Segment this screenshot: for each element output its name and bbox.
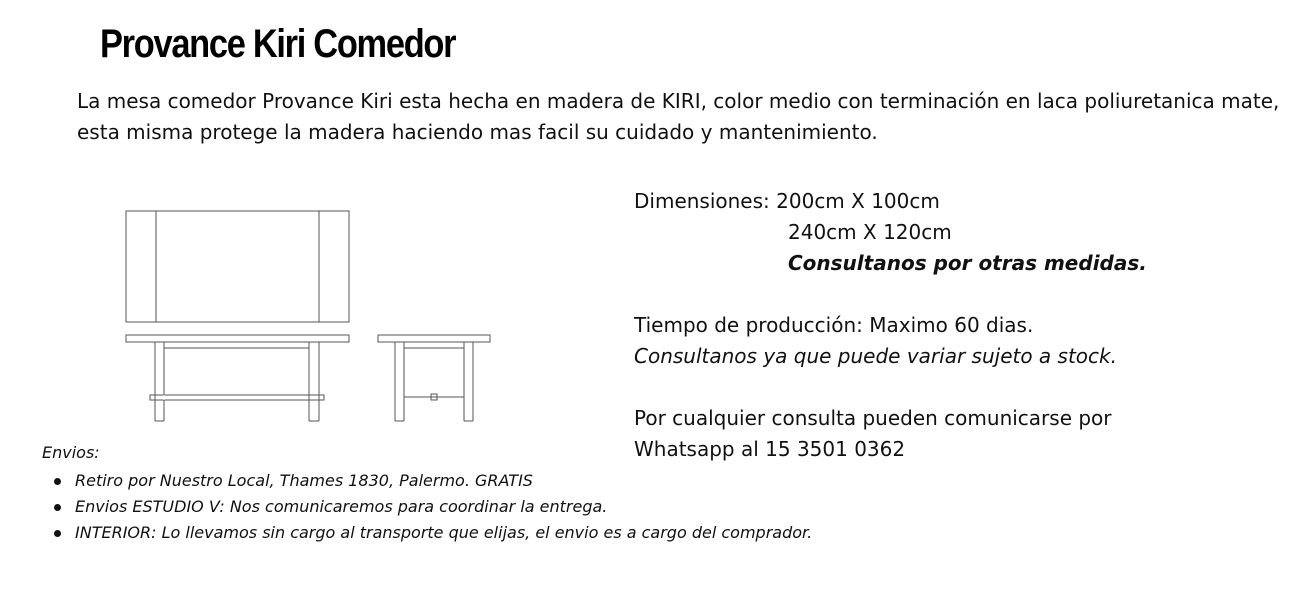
dimensions-label: Dimensiones: [634, 189, 770, 213]
table-side-view [378, 335, 490, 421]
production-note: Consultanos ya que puede variar sujeto a stock. [634, 344, 1117, 368]
product-description: La mesa comedor Provance Kiri esta hecha en madera de KIRI, color medio con terminación en laca poliuretanica mate, esta misma protege la madera haciendo mas facil su cuidado y mantenimiento. [77, 89, 1280, 144]
dimension-option: 240cm X 120cm [788, 220, 952, 244]
dimensions-note: Consultanos por otras medidas. [788, 251, 1147, 275]
contact-whatsapp: Whatsapp al 15 3501 0362 [634, 437, 906, 461]
shipping-item-studio: Envios ESTUDIO V: Nos comunicaremos para coordinar la entrega. [75, 494, 812, 520]
production-time: Tiempo de producción: Maximo 60 dias. [634, 313, 1034, 337]
table-top-view [126, 211, 349, 322]
shipping-item-pickup: Retiro por Nuestro Local, Thames 1830, Palermo. GRATIS [75, 468, 812, 494]
shipping-item-interior: INTERIOR: Lo llevamos sin cargo al transporte que elijas, el envio es a cargo del comprador. [75, 520, 812, 546]
table-front-view [126, 335, 349, 421]
shipping-section [42, 442, 812, 546]
page-title: Provance Kiri Comedor [100, 22, 456, 66]
dimension-option: 200cm X 100cm [776, 189, 940, 213]
contact-text: Por cualquier consulta pueden comunicarse por [634, 406, 1112, 430]
shipping-heading: Envios: [42, 443, 100, 462]
table-technical-drawing [120, 205, 500, 427]
shipping-list [42, 468, 812, 546]
product-specs [634, 186, 1147, 465]
